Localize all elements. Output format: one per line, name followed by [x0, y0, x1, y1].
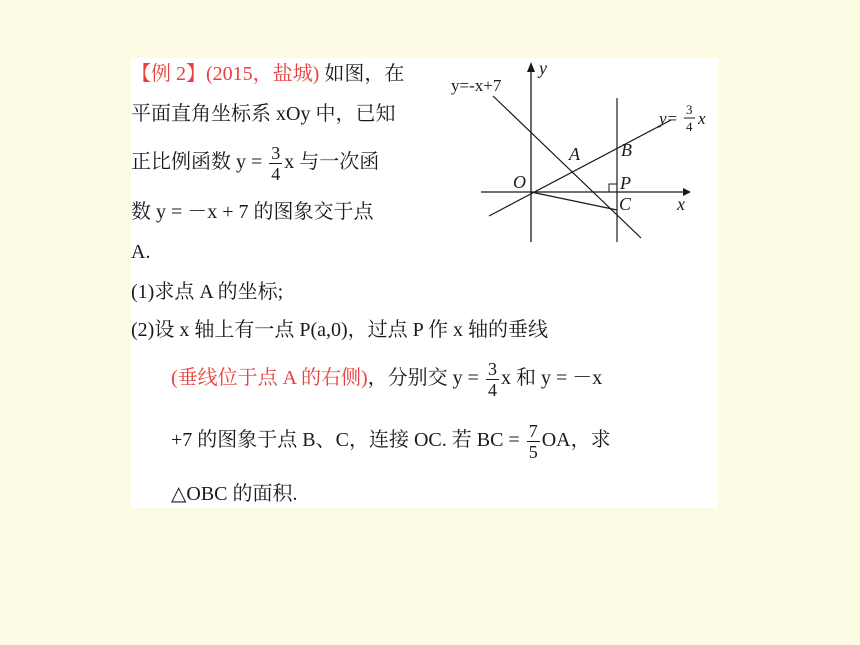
label-line-negative: y=-x+7 — [451, 76, 502, 95]
fraction-three-quarters — [269, 143, 282, 184]
fraction-denominator: 5 — [528, 441, 538, 462]
question-2-line-1: (2)设 x 轴上有一点 P(a,0)，过点 P 作 x 轴的垂线 — [131, 319, 549, 341]
label-point-p: P — [620, 173, 631, 193]
label-point-b: B — [621, 140, 632, 160]
question-2-line-2-post: x 和 y = －x — [500, 367, 603, 389]
y-axis-arrow — [527, 62, 535, 72]
question-2-hint: (垂线位于点 A 的右侧) — [171, 367, 368, 389]
label-line-proportional-pre: y= — [659, 109, 679, 128]
question-2-line-3-pre: +7 的图象于点 B、C，连接 OC. 若 BC = — [171, 429, 520, 451]
label-point-a: A — [569, 144, 580, 164]
question-2-line-2 — [171, 356, 602, 400]
label-y-axis: y — [539, 58, 547, 78]
problem-line-2: 平面直角坐标系 xOy 中，已知 — [131, 103, 396, 125]
problem-panel — [131, 58, 718, 508]
line-negative-slope — [493, 96, 641, 238]
fraction-denominator: 4 — [487, 379, 497, 400]
fraction-seven-fifths — [527, 421, 540, 462]
question-1: (1)求点 A 的坐标; — [131, 281, 284, 303]
problem-line-5: A. — [131, 241, 151, 263]
fraction-three-quarters-2 — [486, 359, 499, 400]
label-origin: O — [513, 172, 526, 192]
question-2-line-4: △OBC 的面积. — [171, 483, 298, 505]
label-x-axis: x — [677, 194, 685, 214]
label-point-c: C — [619, 194, 632, 214]
question-2-line-2-mid: ，分别交 y = — [367, 367, 479, 389]
right-angle-mark — [609, 184, 617, 192]
label-line-proportional — [657, 102, 706, 134]
coordinate-figure — [441, 58, 718, 248]
question-2-line-3 — [171, 418, 611, 462]
fraction-numerator: 3 — [487, 358, 497, 379]
problem-source: (2015，盐城) — [206, 63, 320, 85]
fraction-numerator: 3 — [271, 142, 281, 163]
problem-line-1 — [131, 60, 404, 88]
fraction-numerator: 7 — [528, 420, 538, 441]
line-proportional — [489, 120, 671, 216]
label-line-proportional-post: x — [698, 109, 706, 128]
problem-line-4: 数 y = －x + 7 的图象交于点 — [131, 201, 374, 223]
segment-oc — [531, 192, 617, 210]
problem-line-3 — [131, 140, 379, 184]
label-line-proportional-den: 4 — [686, 119, 693, 134]
problem-line-3-post: x 与一次函 — [284, 151, 380, 173]
question-2-line-3-post: OA，求 — [541, 429, 611, 451]
example-tag: 【例 2】 — [131, 63, 206, 85]
problem-line-3-pre: 正比例函数 y = — [131, 151, 263, 173]
label-line-proportional-num: 3 — [686, 102, 693, 117]
fraction-denominator: 4 — [271, 163, 281, 184]
problem-line-1-text: 如图，在 — [324, 63, 405, 85]
